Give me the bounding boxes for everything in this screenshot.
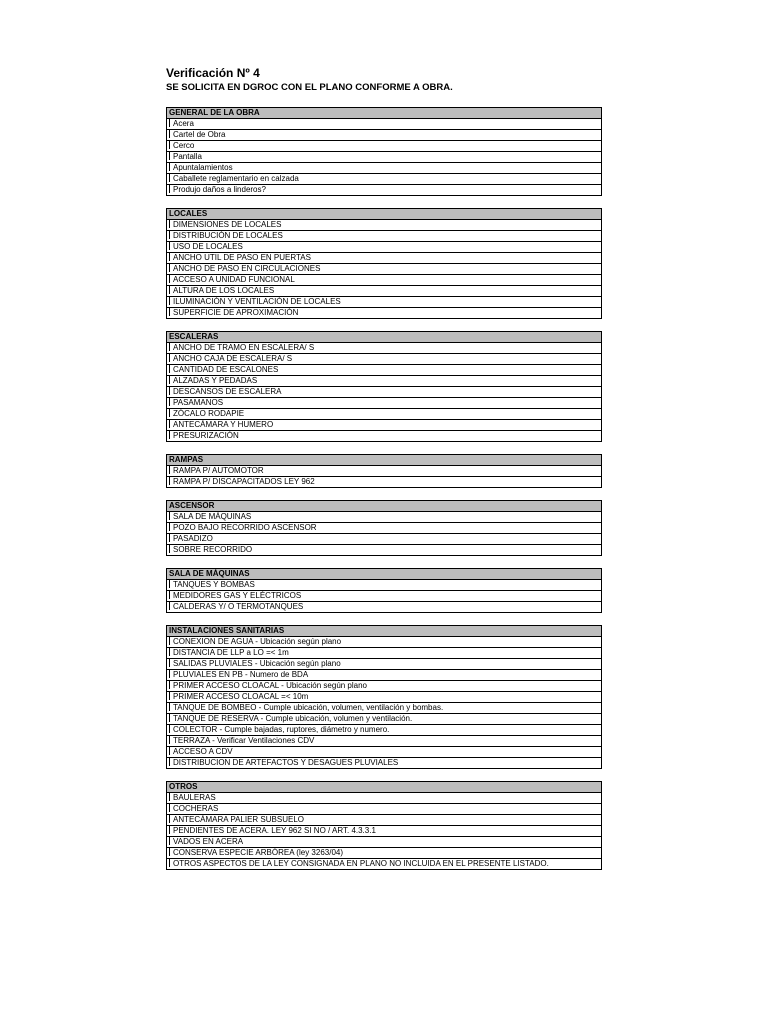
row-marker-icon bbox=[169, 152, 170, 160]
checklist-item bbox=[167, 681, 602, 692]
checklist-item-label: DISTANCIA DE LLP a LO =< 1m bbox=[173, 648, 289, 657]
checklist-item bbox=[167, 659, 602, 670]
section-table bbox=[166, 781, 602, 870]
checklist-row bbox=[167, 242, 602, 253]
section-header: INSTALACIONES SANITARIAS bbox=[167, 626, 602, 637]
checklist-item-label: ALTURA DE LOS LOCALES bbox=[173, 286, 275, 295]
checklist-item bbox=[167, 141, 602, 152]
row-marker-icon bbox=[169, 286, 170, 294]
checklist-item-label: TANQUES Y BOMBAS bbox=[173, 580, 255, 589]
checklist-item bbox=[167, 747, 602, 758]
row-marker-icon bbox=[169, 308, 170, 316]
checklist-item bbox=[167, 409, 602, 420]
checklist-row bbox=[167, 376, 602, 387]
section-header: ASCENSOR bbox=[167, 501, 602, 512]
checklist-item bbox=[167, 297, 602, 308]
checklist-item bbox=[167, 545, 602, 556]
row-marker-icon bbox=[169, 692, 170, 700]
checklist-row bbox=[167, 736, 602, 747]
section-table bbox=[166, 500, 602, 556]
checklist-item-label: ANCHO DE TRAMO EN ESCALERA/ S bbox=[173, 343, 315, 352]
section-header: RAMPAS bbox=[167, 455, 602, 466]
row-marker-icon bbox=[169, 264, 170, 272]
checklist-item-label: ANTECÁMARA PALIER SUBSUELO bbox=[173, 815, 304, 824]
checklist-item bbox=[167, 837, 602, 848]
checklist-item-label: ANCHO DE PASO EN CIRCULACIONES bbox=[173, 264, 321, 273]
checklist-item-label: SOBRE RECORRIDO bbox=[173, 545, 253, 554]
checklist-item bbox=[167, 804, 602, 815]
row-marker-icon bbox=[169, 681, 170, 689]
checklist-row bbox=[167, 545, 602, 556]
row-marker-icon bbox=[169, 477, 170, 485]
section-header: LOCALES bbox=[167, 209, 602, 220]
section-rampas bbox=[166, 454, 602, 488]
checklist-item-label: SALIDAS PLUVIALES - Ubicación según plano bbox=[173, 659, 341, 668]
checklist-item bbox=[167, 387, 602, 398]
checklist-item-label: SALA DE MÁQUINAS bbox=[173, 512, 252, 521]
checklist-item-label: USO DE LOCALES bbox=[173, 242, 243, 251]
checklist-item bbox=[167, 637, 602, 648]
checklist-row bbox=[167, 714, 602, 725]
checklist-item-label: ANTECÁMARA Y HUMERO bbox=[173, 420, 274, 429]
row-marker-icon bbox=[169, 826, 170, 834]
checklist-row bbox=[167, 602, 602, 613]
row-marker-icon bbox=[169, 714, 170, 722]
checklist-row bbox=[167, 826, 602, 837]
row-marker-icon bbox=[169, 220, 170, 228]
checklist-row bbox=[167, 793, 602, 804]
checklist-item-label: TANQUE DE BOMBEO - Cumple ubicación, volumen, ventilación y bombas. bbox=[173, 703, 444, 712]
checklist-item bbox=[167, 736, 602, 747]
checklist-item-label: Apuntalamientos bbox=[173, 163, 233, 172]
checklist-item-label: RAMPA P/ DISCAPACITADOS LEY 962 bbox=[173, 477, 315, 486]
checklist-row bbox=[167, 703, 602, 714]
section-header: ESCALERAS bbox=[167, 332, 602, 343]
checklist-item-label: CALDERAS Y/ O TERMOTANQUES bbox=[173, 602, 304, 611]
row-marker-icon bbox=[169, 859, 170, 867]
row-marker-icon bbox=[169, 848, 170, 856]
row-marker-icon bbox=[169, 815, 170, 823]
section-header-row bbox=[167, 455, 602, 466]
checklist-item bbox=[167, 220, 602, 231]
section-header-row bbox=[167, 332, 602, 343]
section-table bbox=[166, 208, 602, 319]
row-marker-icon bbox=[169, 747, 170, 755]
section-header-row bbox=[167, 626, 602, 637]
section-general bbox=[166, 107, 602, 196]
checklist-row bbox=[167, 815, 602, 826]
checklist-item bbox=[167, 376, 602, 387]
checklist-row bbox=[167, 681, 602, 692]
checklist-item bbox=[167, 591, 602, 602]
row-marker-icon bbox=[169, 736, 170, 744]
section-sanitarias bbox=[166, 625, 602, 769]
row-marker-icon bbox=[169, 637, 170, 645]
checklist-item bbox=[167, 826, 602, 837]
checklist-item bbox=[167, 703, 602, 714]
checklist-item-label: COCHERAS bbox=[173, 804, 219, 813]
row-marker-icon bbox=[169, 141, 170, 149]
row-marker-icon bbox=[169, 534, 170, 542]
checklist-item-label: PRIMER ACCESO CLOACAL =< 10m bbox=[173, 692, 309, 701]
checklist-item bbox=[167, 231, 602, 242]
checklist-row bbox=[167, 185, 602, 196]
checklist-item bbox=[167, 308, 602, 319]
checklist-row bbox=[167, 580, 602, 591]
checklist-row bbox=[167, 387, 602, 398]
checklist-item-label: ALZADAS Y PEDADAS bbox=[173, 376, 258, 385]
checklist-row bbox=[167, 343, 602, 354]
checklist-item-label: MEDIDORES GAS Y ELÉCTRICOS bbox=[173, 591, 302, 600]
row-marker-icon bbox=[169, 466, 170, 474]
row-marker-icon bbox=[169, 431, 170, 439]
checklist-item bbox=[167, 253, 602, 264]
checklist-item-label: COLECTOR - Cumple bajadas, ruptores, diámetro y numero. bbox=[173, 725, 390, 734]
checklist-item-label: ACCESO A CDV bbox=[173, 747, 233, 756]
checklist-item bbox=[167, 152, 602, 163]
checklist-item-label: PASAMANOS bbox=[173, 398, 224, 407]
section-table bbox=[166, 454, 602, 488]
row-marker-icon bbox=[169, 409, 170, 417]
section-table bbox=[166, 625, 602, 769]
checklist-item-label: ANCHO CAJA DE ESCALERA/ S bbox=[173, 354, 293, 363]
checklist-row bbox=[167, 591, 602, 602]
row-marker-icon bbox=[169, 242, 170, 250]
section-header: SALA DE MÁQUINAS bbox=[167, 569, 602, 580]
checklist-row bbox=[167, 431, 602, 442]
checklist-item-label: OTROS ASPECTOS DE LA LEY CONSIGNADA EN PLANO NO INCLUIDA EN EL PRESENTE LISTADO. bbox=[173, 859, 549, 868]
checklist-row bbox=[167, 466, 602, 477]
checklist-item bbox=[167, 602, 602, 613]
checklist-item bbox=[167, 185, 602, 196]
checklist-item bbox=[167, 119, 602, 130]
checklist-item bbox=[167, 670, 602, 681]
checklist-row bbox=[167, 692, 602, 703]
section-header-row bbox=[167, 569, 602, 580]
checklist-item-label: ZÓCALO RODAPIE bbox=[173, 409, 245, 418]
row-marker-icon bbox=[169, 758, 170, 766]
section-header: OTROS bbox=[167, 782, 602, 793]
checklist-row bbox=[167, 648, 602, 659]
row-marker-icon bbox=[169, 420, 170, 428]
row-marker-icon bbox=[169, 130, 170, 138]
checklist-item-label: CANTIDAD DE ESCALONES bbox=[173, 365, 279, 374]
checklist-row bbox=[167, 286, 602, 297]
checklist-item bbox=[167, 793, 602, 804]
checklist-item-label: ILUMINACIÓN Y VENTILACIÓN DE LOCALES bbox=[173, 297, 341, 306]
row-marker-icon bbox=[169, 343, 170, 351]
checklist-row bbox=[167, 141, 602, 152]
checklist-row bbox=[167, 398, 602, 409]
row-marker-icon bbox=[169, 376, 170, 384]
row-marker-icon bbox=[169, 365, 170, 373]
checklist-row bbox=[167, 253, 602, 264]
checklist-item-label: PASADIZO bbox=[173, 534, 213, 543]
row-marker-icon bbox=[169, 670, 170, 678]
checklist-item-label: TERRAZA - Verificar Ventilaciones CDV bbox=[173, 736, 315, 745]
row-marker-icon bbox=[169, 354, 170, 362]
checklist-row bbox=[167, 837, 602, 848]
checklist-item-label: CONEXION DE AGUA - Ubicación según plano bbox=[173, 637, 342, 646]
section-header: GENERAL DE LA OBRA bbox=[167, 108, 602, 119]
section-header-row bbox=[167, 782, 602, 793]
checklist-item-label: Caballete reglamentario en calzada bbox=[173, 174, 299, 183]
row-marker-icon bbox=[169, 387, 170, 395]
checklist-item-label: SUPERFICIE DE APROXIMACIÓN bbox=[173, 308, 299, 317]
checklist-item bbox=[167, 286, 602, 297]
checklist-item-label: PRESURIZACIÓN bbox=[173, 431, 239, 440]
row-marker-icon bbox=[169, 580, 170, 588]
checklist-item bbox=[167, 725, 602, 736]
checklist-row bbox=[167, 174, 602, 185]
checklist-item bbox=[167, 242, 602, 253]
checklist-item-label: DISTRIBUCION DE ARTEFACTOS Y DESAGUES PLUVIALES bbox=[173, 758, 399, 767]
checklist-row bbox=[167, 308, 602, 319]
checklist-row bbox=[167, 152, 602, 163]
checklist-item bbox=[167, 130, 602, 141]
checklist-item bbox=[167, 534, 602, 545]
checklist-row bbox=[167, 163, 602, 174]
section-header-row bbox=[167, 501, 602, 512]
row-marker-icon bbox=[169, 398, 170, 406]
checklist-item-label: Pantalla bbox=[173, 152, 202, 161]
checklist-page bbox=[166, 66, 602, 882]
checklist-row bbox=[167, 670, 602, 681]
checklist-item bbox=[167, 354, 602, 365]
checklist-item-label: DIMENSIONES DE LOCALES bbox=[173, 220, 282, 229]
checklist-row bbox=[167, 420, 602, 431]
row-marker-icon bbox=[169, 523, 170, 531]
checklist-item-label: TANQUE DE RESERVA - Cumple ubicación, volumen y ventilación. bbox=[173, 714, 413, 723]
checklist-row bbox=[167, 231, 602, 242]
checklist-row bbox=[167, 659, 602, 670]
checklist-row bbox=[167, 409, 602, 420]
row-marker-icon bbox=[169, 648, 170, 656]
checklist-item bbox=[167, 815, 602, 826]
section-escaleras bbox=[166, 331, 602, 442]
checklist-item-label: RAMPA P/ AUTOMOTOR bbox=[173, 466, 264, 475]
section-locales bbox=[166, 208, 602, 319]
row-marker-icon bbox=[169, 174, 170, 182]
checklist-item bbox=[167, 431, 602, 442]
row-marker-icon bbox=[169, 163, 170, 171]
row-marker-icon bbox=[169, 512, 170, 520]
checklist-item bbox=[167, 275, 602, 286]
checklist-item bbox=[167, 512, 602, 523]
checklist-item-label: ANCHO UTIL DE PASO EN PUERTAS bbox=[173, 253, 311, 262]
checklist-item bbox=[167, 859, 602, 870]
checklist-item bbox=[167, 758, 602, 769]
checklist-item bbox=[167, 477, 602, 488]
row-marker-icon bbox=[169, 602, 170, 610]
page-subtitle: SE SOLICITA EN DGROC CON EL PLANO CONFORME A OBRA. bbox=[166, 82, 453, 93]
page-title: Verificación Nº 4 bbox=[166, 66, 260, 80]
checklist-item bbox=[167, 398, 602, 409]
row-marker-icon bbox=[169, 703, 170, 711]
checklist-item-label: VADOS EN ACERA bbox=[173, 837, 244, 846]
checklist-row bbox=[167, 264, 602, 275]
row-marker-icon bbox=[169, 659, 170, 667]
checklist-item-label: BAULERAS bbox=[173, 793, 216, 802]
section-table bbox=[166, 568, 602, 613]
checklist-row bbox=[167, 119, 602, 130]
checklist-item-label: DISTRIBUCIÓN DE LOCALES bbox=[173, 231, 283, 240]
checklist-item-label: DESCANSOS DE ESCALERA bbox=[173, 387, 282, 396]
checklist-row bbox=[167, 220, 602, 231]
row-marker-icon bbox=[169, 119, 170, 127]
checklist-item-label: Produjo daños a linderos? bbox=[173, 185, 266, 194]
checklist-row bbox=[167, 758, 602, 769]
row-marker-icon bbox=[169, 545, 170, 553]
checklist-item-label: POZO BAJO RECORRIDO ASCENSOR bbox=[173, 523, 317, 532]
checklist-sections bbox=[166, 107, 602, 870]
row-marker-icon bbox=[169, 297, 170, 305]
row-marker-icon bbox=[169, 185, 170, 193]
row-marker-icon bbox=[169, 793, 170, 801]
checklist-item-label: ACCESO A UNIDAD FUNCIONAL bbox=[173, 275, 295, 284]
checklist-row bbox=[167, 859, 602, 870]
section-table bbox=[166, 107, 602, 196]
checklist-row bbox=[167, 725, 602, 736]
checklist-item bbox=[167, 343, 602, 354]
checklist-item bbox=[167, 523, 602, 534]
row-marker-icon bbox=[169, 231, 170, 239]
checklist-item-label: Acera bbox=[173, 119, 194, 128]
checklist-item bbox=[167, 163, 602, 174]
checklist-item bbox=[167, 365, 602, 376]
checklist-item-label: PENDIENTES DE ACERA. LEY 962 SI NO / ART. 4.3.3.1 bbox=[173, 826, 376, 835]
checklist-row bbox=[167, 804, 602, 815]
row-marker-icon bbox=[169, 837, 170, 845]
checklist-row bbox=[167, 477, 602, 488]
row-marker-icon bbox=[169, 253, 170, 261]
section-table bbox=[166, 331, 602, 442]
checklist-row bbox=[167, 354, 602, 365]
row-marker-icon bbox=[169, 725, 170, 733]
section-header-row bbox=[167, 108, 602, 119]
checklist-item bbox=[167, 466, 602, 477]
checklist-item bbox=[167, 648, 602, 659]
row-marker-icon bbox=[169, 275, 170, 283]
checklist-row bbox=[167, 130, 602, 141]
checklist-item bbox=[167, 174, 602, 185]
checklist-item bbox=[167, 692, 602, 703]
checklist-row bbox=[167, 523, 602, 534]
checklist-row bbox=[167, 534, 602, 545]
checklist-row bbox=[167, 848, 602, 859]
row-marker-icon bbox=[169, 804, 170, 812]
checklist-item bbox=[167, 580, 602, 591]
section-ascensor bbox=[166, 500, 602, 556]
checklist-row bbox=[167, 365, 602, 376]
section-header-row bbox=[167, 209, 602, 220]
checklist-row bbox=[167, 637, 602, 648]
checklist-item-label: Cerco bbox=[173, 141, 195, 150]
checklist-row bbox=[167, 297, 602, 308]
checklist-item bbox=[167, 264, 602, 275]
section-sala-maquinas bbox=[166, 568, 602, 613]
checklist-item bbox=[167, 714, 602, 725]
checklist-item bbox=[167, 420, 602, 431]
checklist-item-label: CONSERVA ESPECIE ARBÓREA (ley 3263/04) bbox=[173, 848, 343, 857]
checklist-item bbox=[167, 848, 602, 859]
checklist-row bbox=[167, 512, 602, 523]
checklist-item-label: PLUVIALES EN PB - Numero de BDA bbox=[173, 670, 309, 679]
checklist-item-label: Cartel de Obra bbox=[173, 130, 226, 139]
checklist-item-label: PRIMER ACCESO CLOACAL - Ubicación según plano bbox=[173, 681, 368, 690]
section-otros bbox=[166, 781, 602, 870]
checklist-row bbox=[167, 275, 602, 286]
row-marker-icon bbox=[169, 591, 170, 599]
checklist-row bbox=[167, 747, 602, 758]
